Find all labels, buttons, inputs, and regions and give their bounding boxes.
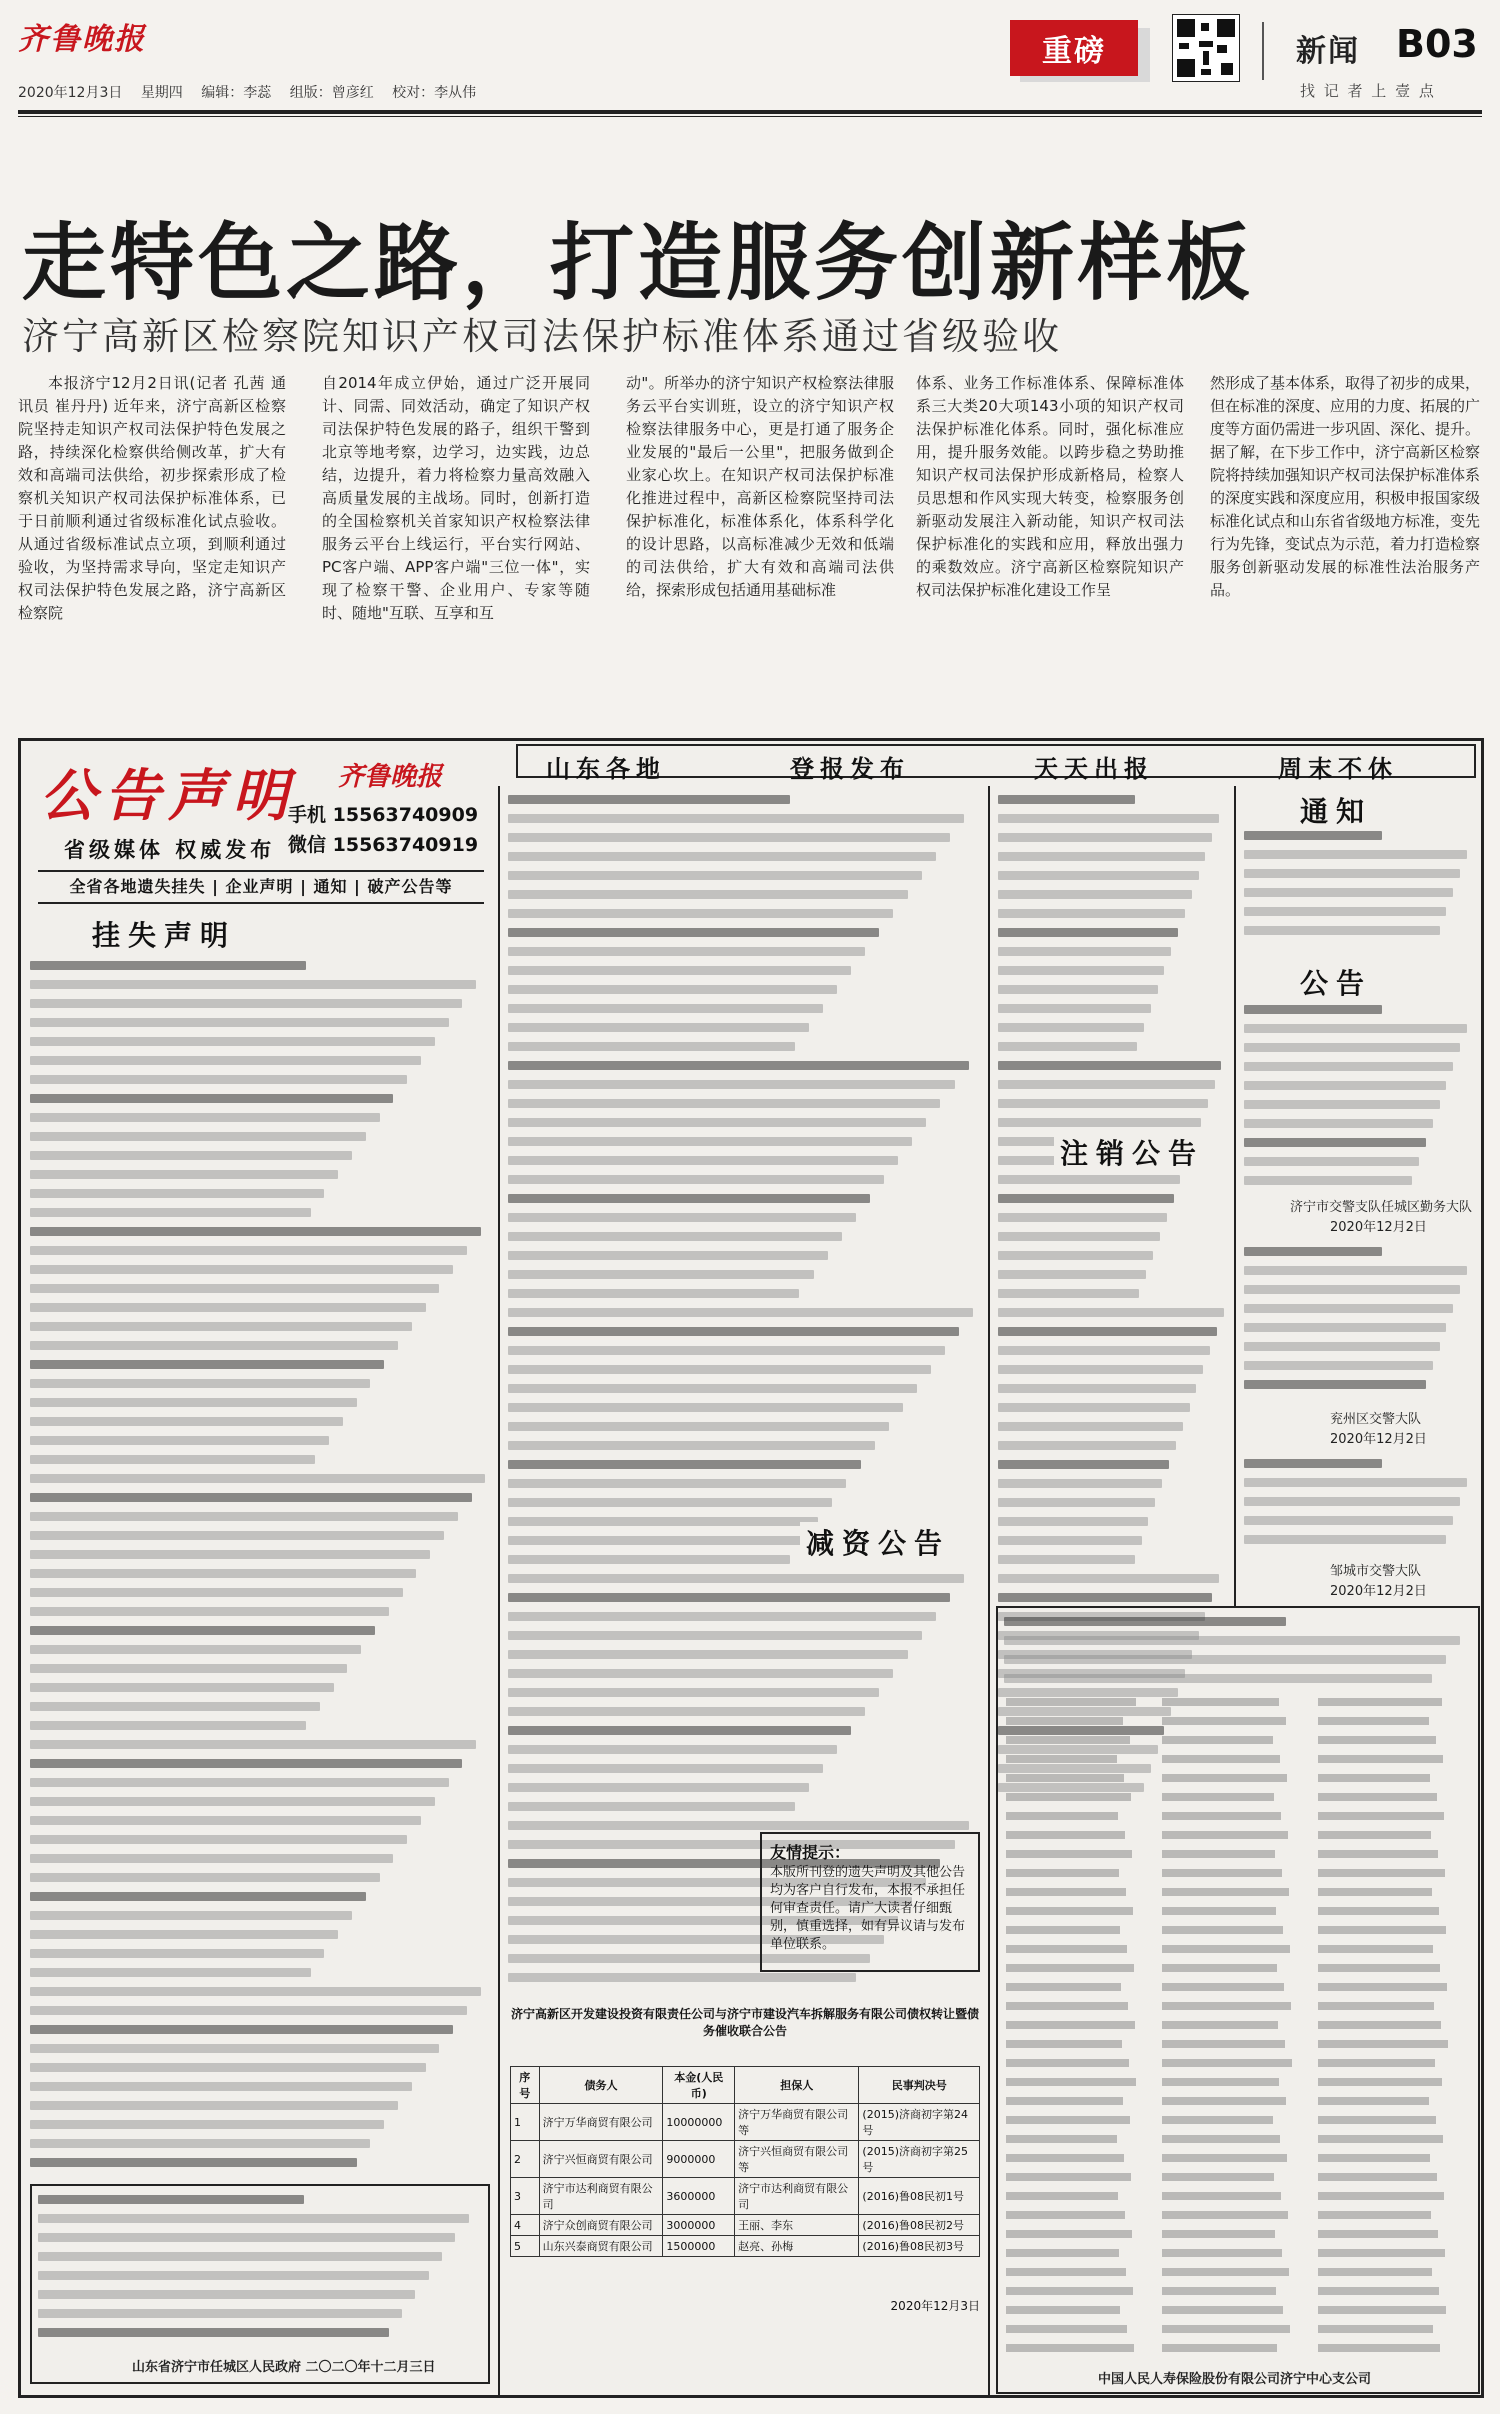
banner-word: 天天出报 [1034, 755, 1154, 783]
table-cell: 济宁众创商贸有限公司 [539, 2215, 663, 2236]
article-subhead: 济宁高新区检察院知识产权司法保护标准体系通过省级验收 [22, 315, 1062, 358]
issue-date: 2020年12月3日 [18, 85, 123, 101]
table-cell: 2 [511, 2141, 540, 2178]
layout-credit: 组版：曾彦红 [289, 85, 374, 101]
certificate-block-footer: 中国人民人寿保险股份有限公司济宁中心支公司 [1098, 2372, 1372, 2387]
certificate-numbers-col-3 [1318, 1692, 1448, 2357]
editor-credit: 编辑：李蕊 [201, 85, 272, 101]
friendly-tip-text: 本版所刊登的遗失声明及其他公告均为客户自行发布，本报不承担任何审查责任。请广大读者仔细甄别，慎重选择，如有异议请与发布单位联系。 [770, 1865, 966, 1952]
certificate-number-block [996, 1606, 1480, 2394]
ads-services-bar: 全省各地遗失挂失 | 企业声明 | 通知 | 破产公告等 [38, 870, 484, 904]
article-text: 然形成了基本体系，取得了初步的成果，但在标准的深度、应用的力度、拓展的广度等方面仍需进一步巩固、深化、提升。据了解，在下步工作中，济宁高新区检察院将持续加强知识产权司法保护标准体系的深度实践和深度应用，积极申报国家级标准化试点和山东省省级地方标准，变先行为先锋，变试点为示范，着力打造检察服务创新驱动发展的标准性法治服务产品。 [1210, 374, 1481, 599]
dateline [18, 82, 490, 102]
table-row [511, 2215, 980, 2236]
ads-phones [288, 800, 478, 860]
table-cell: (2016)鲁08民初1号 [859, 2178, 980, 2215]
article-column-3 [626, 372, 894, 602]
government-notice-footer: 山东省济宁市任城区人民政府 二〇二〇年十二月三日 [132, 2360, 436, 2375]
table-cell: 4 [511, 2215, 540, 2236]
header-rule [18, 110, 1482, 114]
certificate-block-heading [1004, 1612, 1474, 1688]
table-row [511, 2236, 980, 2257]
debt-table-caption: 济宁高新区开发建设投资有限责任公司与济宁市建设汽车拆解服务有限公司债权转让暨债务催收联合公告 [510, 2007, 979, 2038]
wechat-label: 微信 [288, 834, 327, 856]
loss-notice-heading: 挂失声明 [92, 919, 237, 952]
announce-text-1 [1244, 1000, 1474, 1196]
proof-credit: 校对：李从伟 [392, 85, 477, 101]
wechat-number: 15563740919 [332, 834, 479, 856]
loss-notice-text [30, 956, 490, 2176]
article-text: 动"。所举办的济宁知识产权检察法律服务云平台实训班，设立的济宁知识产权检察法律服务中心，更是打通了服务企业发展的"最后一公里"，把服务做到企业家心坎上。在知识产权司法保护标准化推进过程中，高新区检察院坚持司法保护标准化，标准体系化，体系科学化的设计思路，以高标准减少无效和低端的司法供给，扩大有效和高端司法供给，探索形成包括通用基础标准 [626, 374, 894, 599]
government-notice-text [38, 2190, 482, 2356]
table-header: 民事判决号 [859, 2067, 980, 2104]
section-name: 新闻 [1296, 34, 1360, 69]
cancel-notice-heading: 注销公告 [1054, 1132, 1210, 1172]
header-rule-thin [18, 116, 1482, 117]
table-cell: 济宁兴恒商贸有限公司 [539, 2141, 663, 2178]
article-text: 体系、业务工作标准体系、保障标准体系三大类20大项143小项的知识产权司法保护标准化体系。同时，强化标准应用，提升服务效能。以跨步稳之势助推知识产权司法保护形成新格局，检察人员思想和作风实现大转变，检察服务创新驱动发展注入新动能，知识产权司法保护标准化的实践和应用，释放出强力的乘数效应。济宁高新区检察院知识产权司法保护标准化建设工作呈 [916, 374, 1184, 599]
table-cell: 3 [511, 2178, 540, 2215]
certificate-numbers-col-2 [1162, 1692, 1292, 2357]
banner-word: 周末不休 [1278, 755, 1398, 783]
table-header: 债务人 [539, 2067, 663, 2104]
masthead-logo: 齐鲁晚报 [18, 22, 146, 57]
government-notice-box [30, 2184, 490, 2384]
table-cell: (2016)鲁08民初3号 [859, 2236, 980, 2257]
table-cell: 10000000 [663, 2104, 735, 2141]
notice-text [1244, 826, 1474, 956]
article-text: 自2014年成立伊始，通过广泛开展同计、同需、同效活动，确定了知识产权司法保护特色发展的路子，组织干警到北京等地考察，边学习，边实践，边总结，边提升，着力将检察力量高效融入高质量发展的主战场。同时，创新打造的全国检察机关首家知识产权检察法律服务云平台上线运行，平台实行网站、PC客户端、APP客户端"三位一体"，实现了检察干警、企业用户、专家等随时、随地"互联、互享和互 [322, 374, 590, 622]
table-cell: (2015)济商初字第25号 [859, 2141, 980, 2178]
notice-signer-1: 济宁市交警支队任城区勤务大队 [1290, 1200, 1473, 1215]
table-cell: 赵亮、孙梅 [735, 2236, 859, 2257]
table-cell: 3000000 [663, 2215, 735, 2236]
article-headline: 走特色之路，打造服务创新样板 [22, 214, 1255, 312]
table-cell: 济宁市达利商贸有限公司 [735, 2178, 859, 2215]
table-cell: 1 [511, 2104, 540, 2141]
article-column-1 [18, 372, 286, 625]
article-column-2 [322, 372, 590, 625]
banner-word: 登报发布 [790, 755, 910, 783]
table-cell: 王丽、李东 [735, 2215, 859, 2236]
notice-date-3: 2020年12月2日 [1330, 1584, 1427, 1599]
notice-heading: 通知 [1300, 795, 1373, 828]
article-column-5 [1210, 372, 1480, 602]
debt-table-date: 2020年12月3日 [890, 2299, 980, 2313]
table-cell: 3600000 [663, 2178, 735, 2215]
notice-date-2: 2020年12月2日 [1330, 1432, 1427, 1447]
notice-date-1: 2020年12月2日 [1330, 1220, 1427, 1235]
page-number: B03 [1396, 22, 1478, 66]
certificate-numbers-col-1 [1006, 1692, 1136, 2357]
table-header: 序号 [511, 2067, 540, 2104]
table-cell: 济宁市达利商贸有限公司 [539, 2178, 663, 2215]
phone-number: 15563740909 [332, 804, 479, 826]
debt-table-block [510, 2006, 980, 2314]
ads-column-divider [1234, 786, 1236, 1606]
ads-banner [516, 744, 1476, 783]
table-cell: 9000000 [663, 2141, 735, 2178]
capital-reduction-heading: 减资公告 [800, 1522, 956, 1562]
flag-label: 重磅 [1010, 20, 1138, 76]
table-cell: 济宁兴恒商贸有限公司等 [735, 2141, 859, 2178]
company-notice-text [508, 790, 978, 2000]
table-row [511, 2104, 980, 2141]
ads-column-divider [988, 786, 990, 2396]
reporter-tagline: 找 记 者 上 壹 点 [1300, 82, 1436, 100]
notice-signer-3: 邹城市交警大队 [1330, 1564, 1422, 1579]
announce-text-3 [1244, 1454, 1474, 1560]
weekday: 星期四 [140, 85, 183, 101]
banner-word: 山东各地 [546, 755, 666, 783]
friendly-tip-title: 友情提示： [770, 1843, 851, 1862]
ads-column-divider [498, 786, 500, 2396]
table-header: 担保人 [735, 2067, 859, 2104]
ads-slogan: 省级媒体 权威发布 [64, 838, 276, 862]
announce-heading: 公告 [1300, 967, 1373, 1000]
phone-label: 手机 [288, 804, 327, 826]
header-divider [1262, 22, 1264, 80]
table-cell: 济宁万华商贸有限公司 [539, 2104, 663, 2141]
qr-code-icon [1172, 14, 1240, 82]
article-column-4 [916, 372, 1184, 602]
table-cell: (2016)鲁08民初2号 [859, 2215, 980, 2236]
notice-signer-2: 兖州区交警大队 [1330, 1412, 1422, 1427]
friendly-tip-box [760, 1832, 980, 1972]
table-cell: 5 [511, 2236, 540, 2257]
table-cell: 济宁万华商贸有限公司等 [735, 2104, 859, 2141]
article-text: 本报济宁12月2日讯(记者 孔茜 通讯员 崔丹丹) 近年来，济宁高新区检察院坚持走知识产权司法保护特色发展之路，持续深化检察供给侧改革，扩大有效和高端司法供给，初步探索形成了检察机关知识产权司法保护标准体系，已于日前顺利通过省级标准化试点验收。从通过省级标准试点立项，到顺利通过验收，为坚持需求导向，坚定走知识产权司法保护特色发展之路，济宁高新区检察院 [18, 374, 286, 622]
ads-title: 公告声明 [40, 763, 296, 829]
ads-paper-logo: 齐鲁晚报 [338, 762, 443, 792]
table-row [511, 2141, 980, 2178]
debt-table [510, 2066, 980, 2257]
announce-text-2 [1244, 1242, 1474, 1408]
table-cell: (2015)济商初字第24号 [859, 2104, 980, 2141]
table-cell: 山东兴泰商贸有限公司 [539, 2236, 663, 2257]
section-flag [1010, 20, 1150, 82]
table-row [511, 2178, 980, 2215]
table-cell: 1500000 [663, 2236, 735, 2257]
table-header: 本金(人民币) [663, 2067, 735, 2104]
